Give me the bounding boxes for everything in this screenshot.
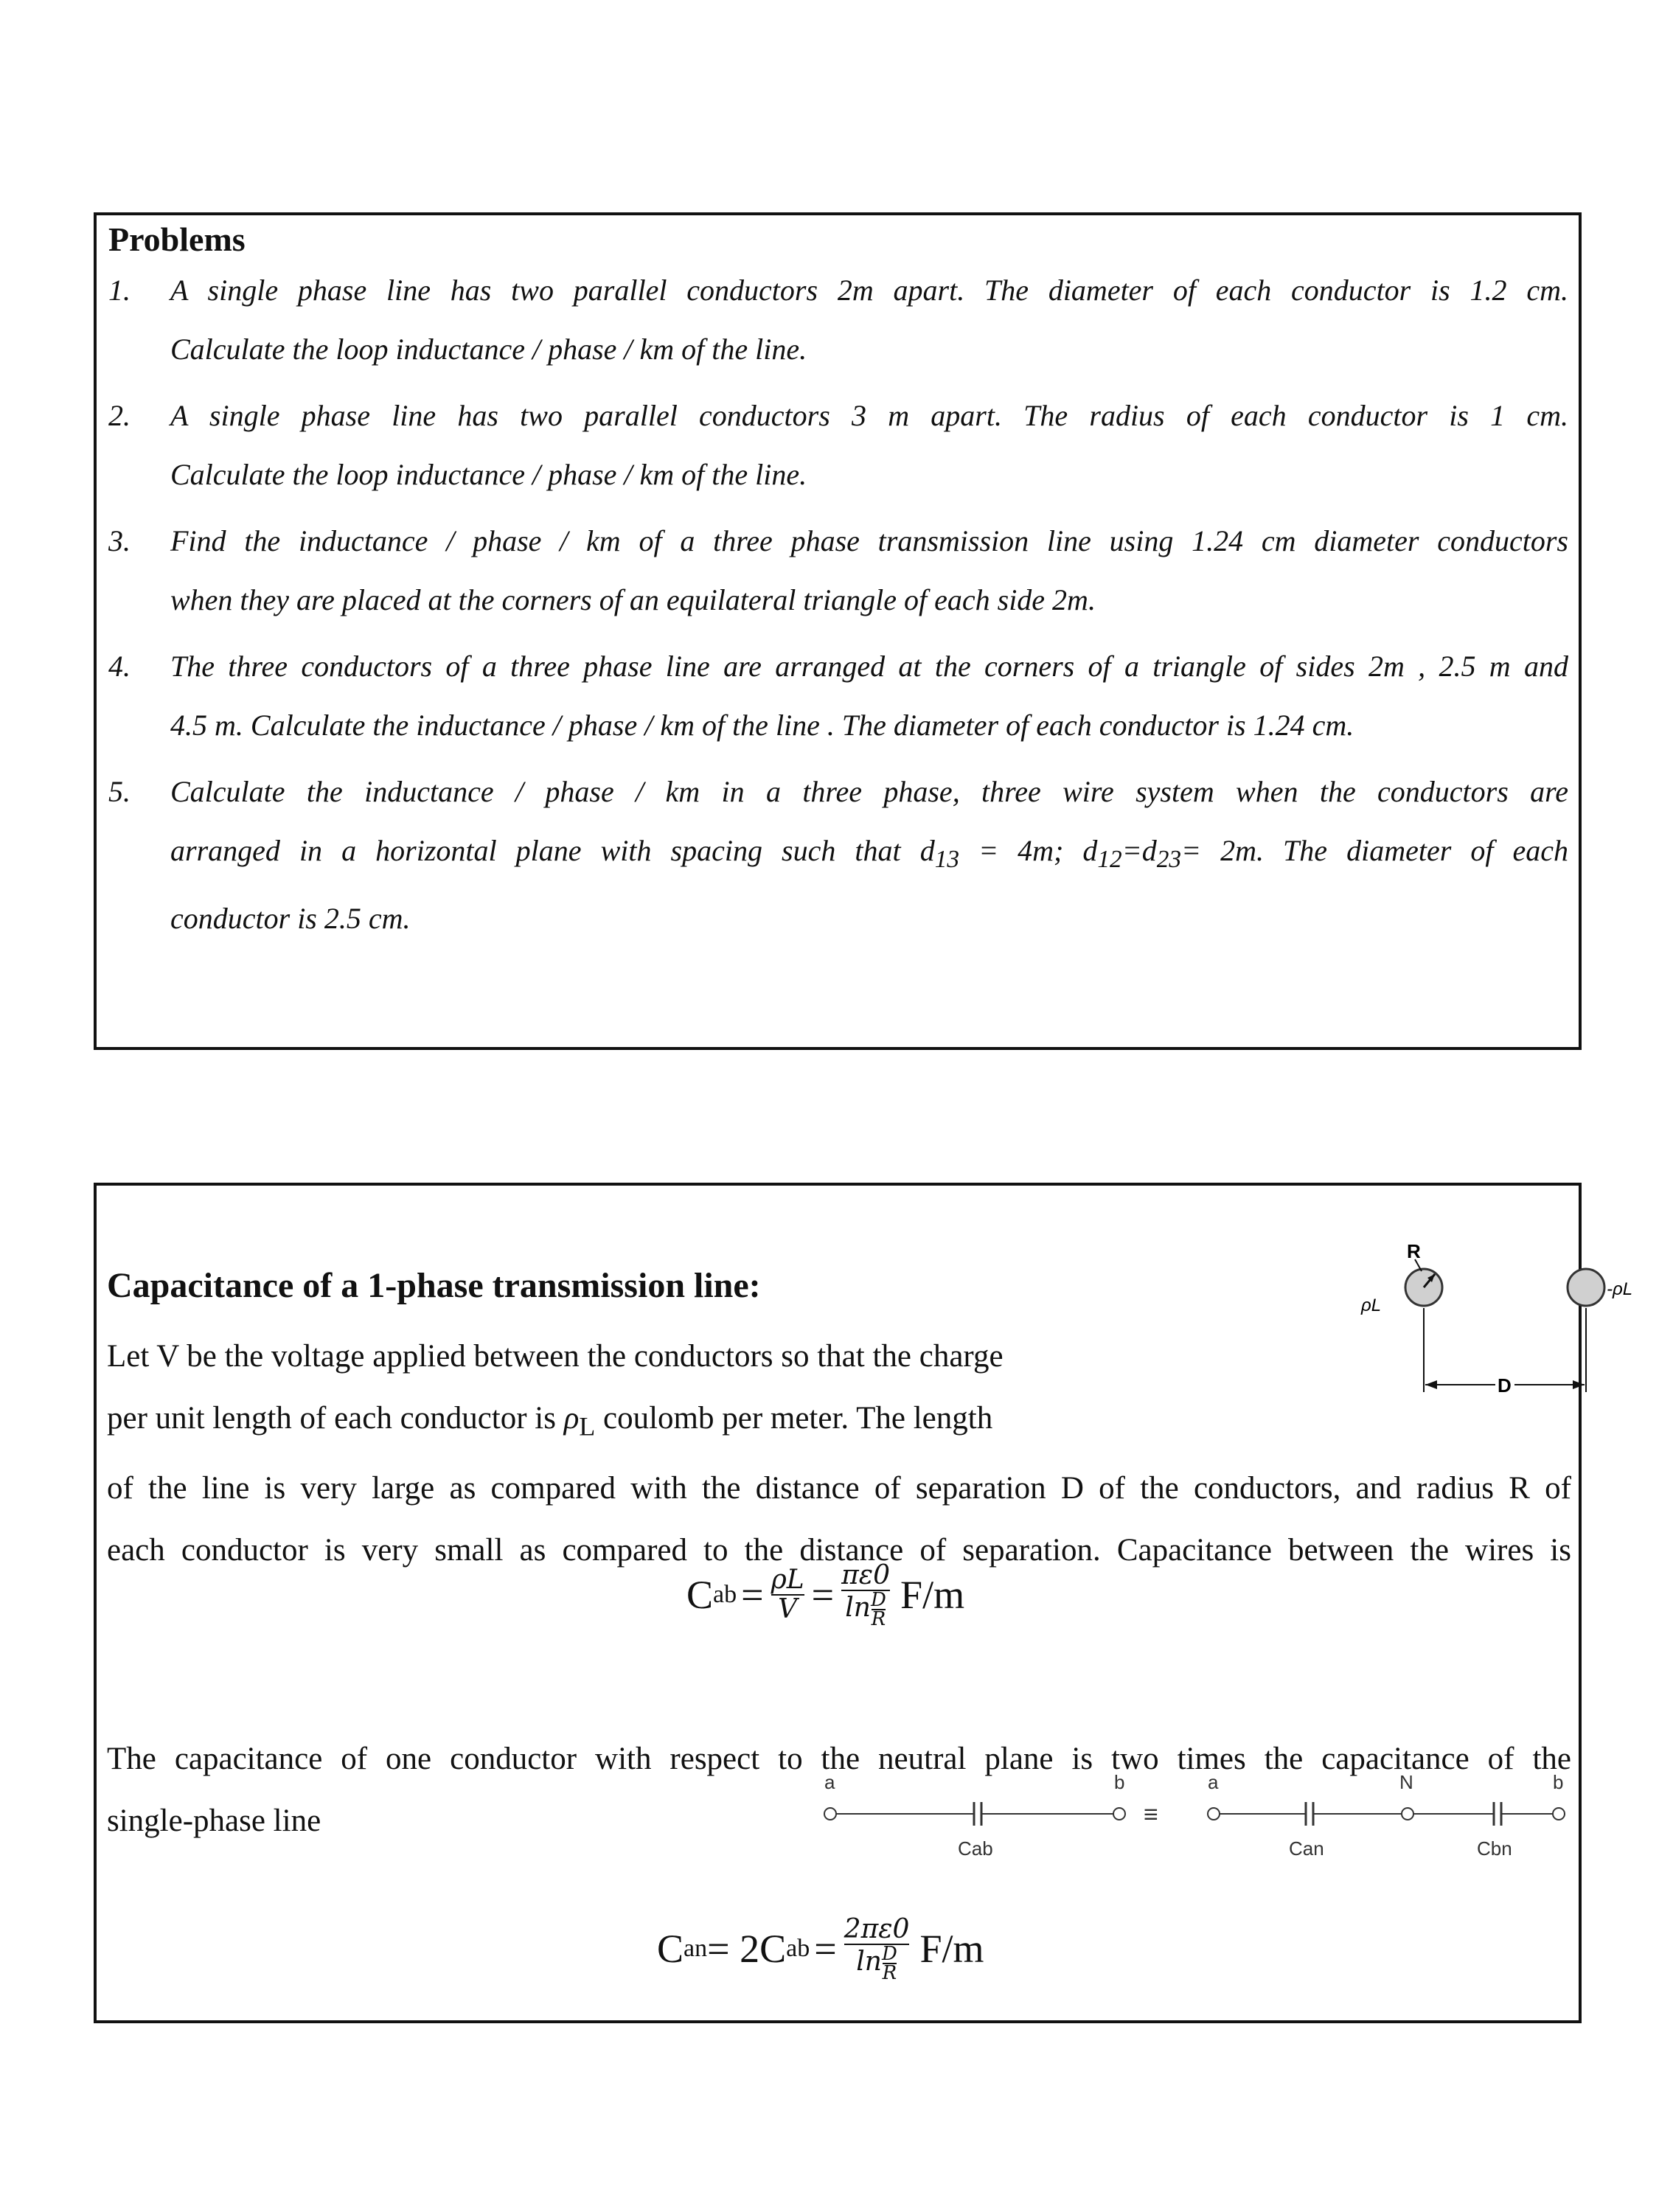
problem-number: 1.: [108, 274, 131, 307]
problem-text-line-2: [170, 821, 1568, 889]
terminal-b: [1113, 1808, 1125, 1820]
terminal-b: [1553, 1808, 1565, 1820]
problem-text: A single phase line has two parallel conductors 3 m apart. The radius of each conductor is 1 cm.: [170, 399, 1568, 432]
paragraph-line: [107, 1388, 1571, 1458]
capacitance-box: [94, 1183, 1633, 2023]
inner-fraction: [871, 1591, 886, 1628]
paragraph-line: each conductor is very small as compared to the distance of separation. Capacitance between the wires is: [107, 1532, 1571, 1568]
rho-symbol: ρ: [563, 1401, 580, 1436]
problem-number: 3.: [108, 524, 131, 557]
equals-sign: =: [741, 1573, 764, 1617]
problem-text: Calculate the inductance / phase / km in a three phase, three wire system when the conductors are: [170, 775, 1568, 808]
problem-number: 4.: [108, 650, 131, 683]
arrow-right-icon: [1573, 1380, 1585, 1389]
paragraph-line: The capacitance of one conductor with respect to the neutral plane is two times the capacitance of the: [107, 1742, 1571, 1776]
radius-label: R: [1407, 1240, 1421, 1262]
distance-label: D: [1498, 1374, 1512, 1397]
problem-number: 2.: [108, 399, 131, 432]
terminal-a: [1208, 1808, 1220, 1820]
section-title: Capacitance of a 1-phase transmission line:: [107, 1266, 761, 1305]
formula-lhs: C: [657, 1927, 684, 1971]
problem-text: conductor is 2.5 cm.: [170, 902, 411, 935]
paragraph-line: single-phase line: [107, 1804, 321, 1838]
inner-fraction: [882, 1945, 897, 1982]
formula-neutral-capacitance: [657, 1916, 984, 1982]
problem-text: The three conductors of a three phase line are arranged at the corners of a triangle of sides 2m , 2.5 m and: [170, 650, 1568, 683]
denominator: V: [778, 1594, 798, 1624]
text-fragment: = 4m; d: [959, 834, 1098, 867]
text-fragment: =d: [1121, 834, 1157, 867]
subscript: ab: [713, 1581, 737, 1608]
problems-box: [94, 212, 1582, 1050]
capacitor-label: Cab: [958, 1837, 993, 1860]
problem-text: when they are placed at the corners of an equilateral triangle of each side 2m.: [170, 583, 1096, 616]
subscript: 12: [1097, 846, 1122, 873]
formula-lhs: C: [686, 1573, 714, 1617]
numerator: D: [881, 1943, 897, 1965]
right-conductor: [1568, 1269, 1604, 1306]
denominator: R: [882, 1962, 897, 1984]
problems-title: Problems: [108, 220, 246, 258]
equals-text: = 2C: [707, 1927, 787, 1971]
numerator: ρL: [771, 1565, 804, 1595]
unit: F/m: [900, 1573, 965, 1617]
subscript: ab: [786, 1935, 810, 1962]
node-label: a: [824, 1771, 835, 1793]
fraction: [844, 1916, 910, 1982]
numerator: πε0: [841, 1560, 891, 1590]
terminal-a: [824, 1808, 836, 1820]
text-fragment: arranged in a horizontal plane with spacing such that d: [170, 834, 935, 867]
subscript: 13: [934, 846, 960, 873]
problem-text: Find the inductance / phase / km of a three phase transmission line using 1.24 cm diameter conductors: [170, 524, 1568, 557]
rho-right-label: -ρL: [1607, 1279, 1633, 1299]
problem-text: A single phase line has two parallel conductors 2m apart. The diameter of each conductor is 1.2 cm.: [170, 274, 1568, 307]
equals-sign: =: [814, 1927, 837, 1971]
paragraph-1: [107, 1326, 1571, 1582]
denominator: [856, 1945, 897, 1982]
ln-text: ln: [856, 1947, 882, 1977]
fraction: [771, 1566, 804, 1624]
text-fragment: per unit length of each conductor is: [107, 1401, 564, 1436]
capacitor-label: Can: [1289, 1837, 1324, 1860]
problem-number: 5.: [108, 775, 131, 808]
circuit-diagram: [716, 1768, 1571, 1864]
numerator: D: [871, 1589, 886, 1611]
paragraph-line: of the line is very large as compared with the distance of separation D of the conductors, and radius R of: [107, 1470, 1571, 1506]
paragraph-line: Let V be the voltage applied between the conductors so that the charge: [107, 1339, 1004, 1374]
formula-capacitance: [686, 1562, 964, 1628]
equivalence-icon: ≡: [1144, 1801, 1158, 1829]
capacitor-label: Cbn: [1477, 1837, 1512, 1860]
text-fragment: = 2m. The diameter of each: [1181, 834, 1568, 867]
denominator: R: [871, 1608, 886, 1630]
equals-sign: =: [811, 1573, 835, 1617]
problem-text: Calculate the loop inductance / phase / km of the line.: [170, 458, 807, 491]
subscript: L: [579, 1411, 596, 1441]
rho-left-label: ρL: [1361, 1295, 1382, 1315]
unit: F/m: [919, 1927, 984, 1971]
problem-text: 4.5 m. Calculate the inductance / phase / km of the line . The diameter of each conductor is 1.24 cm.: [170, 709, 1354, 742]
ln-text: ln: [845, 1593, 871, 1623]
fraction: [841, 1562, 890, 1628]
node-label: N: [1399, 1771, 1413, 1793]
node-label: b: [1553, 1771, 1564, 1793]
text-fragment: coulomb per meter. The length: [595, 1401, 993, 1436]
subscript: an: [684, 1935, 708, 1962]
denominator: [845, 1591, 886, 1628]
node-label: a: [1208, 1771, 1219, 1793]
subscript: 23: [1156, 846, 1182, 873]
terminal-n: [1402, 1808, 1413, 1820]
numerator: 2πε0: [844, 1914, 910, 1944]
problem-text: Calculate the loop inductance / phase / km of the line.: [170, 333, 807, 366]
node-label: b: [1114, 1771, 1125, 1793]
